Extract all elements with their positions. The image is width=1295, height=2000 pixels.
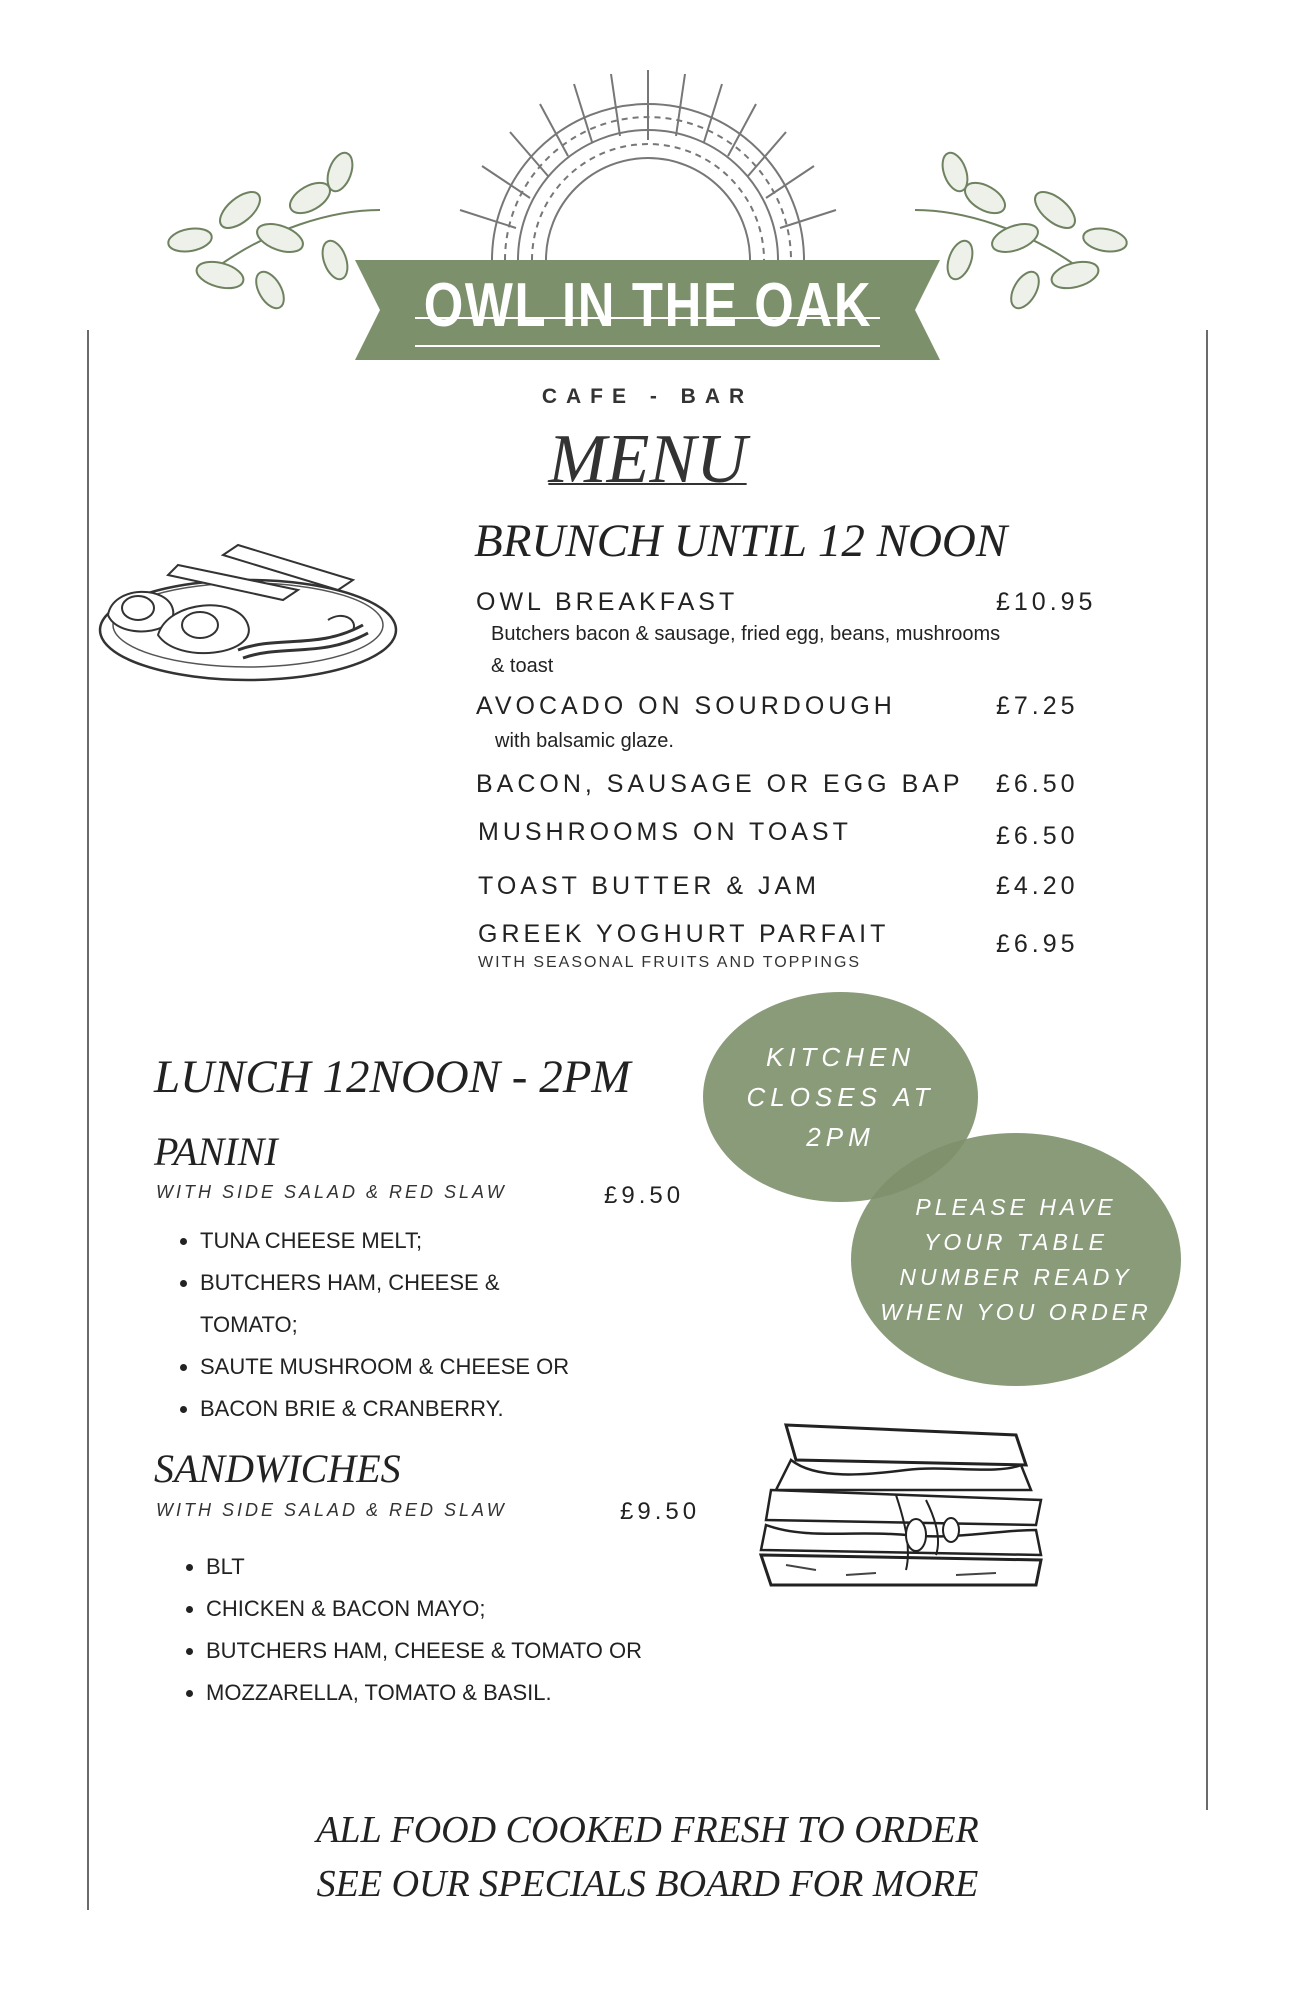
kitchen-closes-text: KITCHEN CLOSES AT 2PM: [746, 1042, 935, 1152]
brunch-item-name: MUSHROOMS ON TOAST: [478, 818, 852, 846]
list-item: • BACON BRIE & CRANBERRY.: [200, 1388, 720, 1430]
brunch-item-price: £4.20: [996, 872, 1079, 900]
sunrise-icon: [460, 70, 836, 260]
panini-price: £9.50: [604, 1182, 685, 1209]
list-item: • CHICKEN & BACON MAYO;: [206, 1588, 786, 1630]
footer-fresh-note: ALL FOOD COOKED FRESH TO ORDER: [316, 1809, 979, 1851]
brunch-item-name: OWL BREAKFAST: [476, 588, 739, 616]
sandwiches-heading: SANDWICHES: [154, 1446, 401, 1491]
panini-list: [158, 1220, 720, 1430]
lunch-heading: LUNCH 12NOON - 2PM: [154, 1051, 631, 1103]
brunch-item-name: BACON, SAUSAGE OR EGG BAP: [476, 770, 964, 798]
sandwich-illustration: [756, 1405, 1046, 1605]
brunch-item-price: £6.50: [996, 822, 1079, 850]
left-border-line: [87, 330, 89, 1910]
footer-specials-note: SEE OUR SPECIALS BOARD FOR MORE: [316, 1863, 979, 1905]
panini-side-note: WITH SIDE SALAD & RED SLAW: [156, 1182, 507, 1202]
list-item: • BLT: [206, 1546, 786, 1588]
panini-heading: PANINI: [154, 1129, 278, 1174]
brunch-item-name: AVOCADO ON SOURDOUGH: [476, 692, 896, 720]
brunch-item-price: £7.25: [996, 692, 1079, 720]
brunch-item-price: £6.50: [996, 770, 1079, 798]
cafe-bar-subtitle: CAFE - BAR: [541, 385, 754, 408]
brunch-item-subnote: WITH SEASONAL FRUITS AND TOPPINGS: [478, 954, 862, 971]
logo-title: OWL IN THE OAK: [423, 271, 873, 340]
list-item: • MOZZARELLA, TOMATO & BASIL.: [206, 1672, 786, 1714]
brunch-item-description: with balsamic glaze.: [495, 730, 674, 752]
brunch-item-price: £10.95: [996, 588, 1097, 616]
sandwiches-list: [164, 1546, 786, 1714]
brunch-heading: BRUNCH UNTIL 12 NOON: [474, 515, 1008, 567]
table-number-notice: [851, 1133, 1181, 1386]
brunch-item-name: GREEK YOGHURT PARFAIT: [478, 920, 890, 948]
menu-heading: MENU: [548, 421, 747, 498]
table-number-text: PLEASE HAVE YOUR TABLE NUMBER READY WHEN YOU ORDER: [880, 1193, 1152, 1325]
list-item: • SAUTE MUSHROOM & CHEESE OR: [200, 1346, 720, 1388]
sandwiches-price: £9.50: [620, 1498, 701, 1525]
list-item: • BUTCHERS HAM, CHEESE & TOMATO OR: [206, 1630, 786, 1672]
brunch-item-price: £6.95: [996, 930, 1079, 958]
list-item: • BUTCHERS HAM, CHEESE & TOMATO;: [200, 1262, 560, 1346]
breakfast-plate-illustration: [98, 540, 418, 690]
sandwiches-side-note: WITH SIDE SALAD & RED SLAW: [156, 1500, 507, 1520]
brunch-item-description: Butchers bacon & sausage, fried egg, beans, mushrooms & toast: [491, 623, 1001, 677]
list-item: • TUNA CHEESE MELT;: [200, 1220, 720, 1262]
brunch-item-name: TOAST BUTTER & JAM: [478, 872, 820, 900]
right-border-line: [1206, 330, 1208, 1810]
